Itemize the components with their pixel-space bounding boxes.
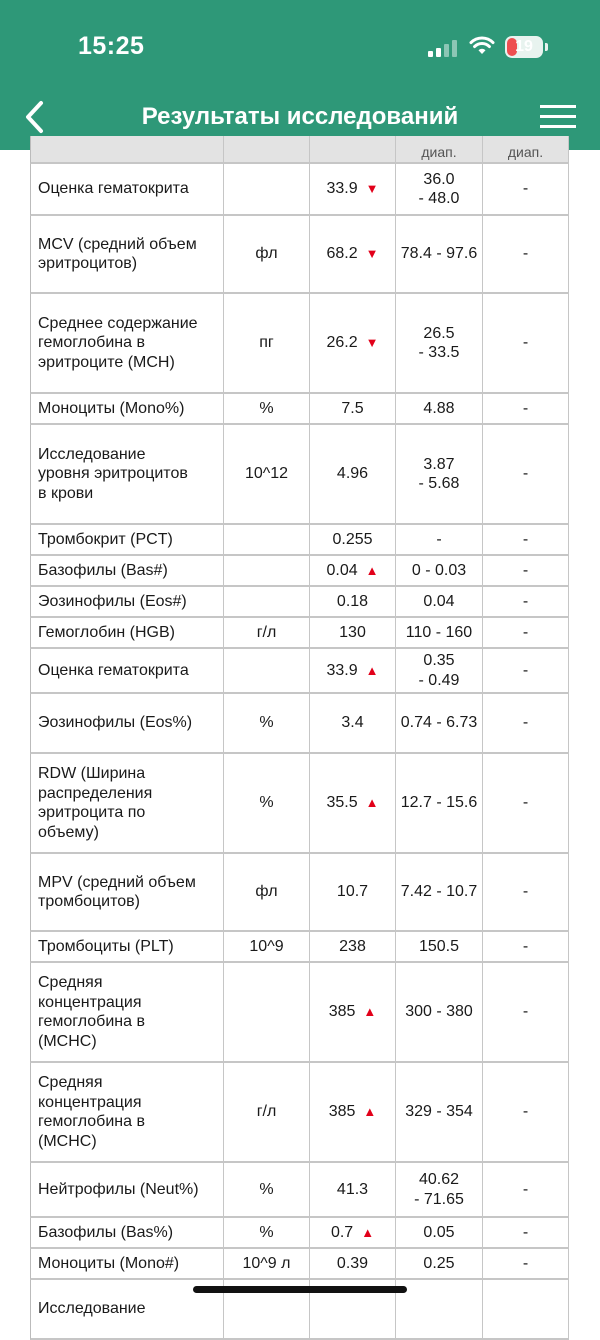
test-name-cell <box>31 932 224 961</box>
flag-up-icon: ▲ <box>363 1004 377 1020</box>
value-cell <box>310 932 396 961</box>
extra-range-cell-text: - <box>522 245 529 263</box>
test-name-cell <box>31 556 224 585</box>
test-name-cell <box>31 164 224 214</box>
test-name-cell <box>31 294 224 392</box>
flag-down-icon: ▼ <box>365 246 379 262</box>
extra-range-cell-text: - <box>522 623 529 641</box>
unit-cell <box>224 963 310 1061</box>
unit-cell-text: % <box>259 794 274 812</box>
extra-range-cell-text: - <box>522 1003 529 1021</box>
extra-range-cell <box>483 587 569 616</box>
extra-range-cell <box>483 1163 569 1216</box>
extra-range-cell-text: - <box>522 465 529 483</box>
unit-cell-text: фл <box>255 883 278 901</box>
value-cell <box>310 1163 396 1216</box>
value-cell-text: 0.255 <box>332 530 373 548</box>
test-name-cell-text: Исследование уровня эритроцитов в крови <box>38 445 188 502</box>
value-cell <box>310 294 396 392</box>
value-cell <box>310 556 396 585</box>
reference-range-cell <box>396 1280 483 1338</box>
table-row[interactable] <box>30 164 569 216</box>
test-name-cell <box>31 587 224 616</box>
value-cell <box>310 394 396 423</box>
flag-down-icon: ▼ <box>365 181 379 197</box>
flag-up-icon: ▲ <box>361 1224 375 1240</box>
value-cell <box>310 164 396 214</box>
value-cell <box>310 618 396 647</box>
extra-range-cell <box>483 932 569 961</box>
test-name-cell-text: Оценка гематокрита <box>38 661 189 679</box>
extra-range-cell <box>483 216 569 292</box>
extra-range-cell <box>483 694 569 752</box>
app-header <box>0 0 600 150</box>
unit-cell <box>224 618 310 647</box>
extra-range-cell-text: - <box>522 714 529 732</box>
test-name-cell-text: Оценка гематокрита <box>38 180 189 198</box>
unit-cell-text: фл <box>255 245 278 263</box>
unit-cell <box>224 1218 310 1247</box>
value-cell-text: 385 <box>328 1003 356 1021</box>
value-cell <box>310 854 396 930</box>
unit-cell <box>224 1249 310 1278</box>
value-cell-text: 33.9 <box>326 180 358 198</box>
reference-range-cell-text: 0 - 0.03 <box>411 561 467 579</box>
reference-range-cell-text: - <box>436 530 442 548</box>
reference-range-cell-text: 0.74 - 6.73 <box>400 714 478 732</box>
test-name-cell <box>31 425 224 523</box>
test-name-cell-text: Гемоглобин (HGB) <box>38 623 175 641</box>
reference-range-cell <box>396 963 483 1061</box>
unit-cell <box>224 216 310 292</box>
table-row[interactable] <box>30 216 569 294</box>
extra-range-cell <box>483 425 569 523</box>
reference-range-cell-text: 26.5 - 33.5 <box>418 324 460 361</box>
results-table <box>0 143 600 1318</box>
wifi-icon <box>469 36 495 56</box>
table-row[interactable] <box>30 556 569 587</box>
value-cell <box>310 754 396 852</box>
extra-range-cell-text: - <box>522 1254 529 1272</box>
table-row[interactable] <box>30 694 569 754</box>
value-cell <box>310 1063 396 1161</box>
battery-icon <box>505 36 543 58</box>
test-name-cell-text: MCV (средний объем эритроцитов) <box>38 235 197 272</box>
header-cell <box>310 136 396 162</box>
test-name-cell-text: Эозинофилы (Eos#) <box>38 592 187 610</box>
table-row[interactable] <box>30 294 569 394</box>
reference-range-cell <box>396 754 483 852</box>
test-name-cell-text: Базофилы (Bas#) <box>38 561 168 579</box>
unit-cell <box>224 394 310 423</box>
flag-up-icon: ▲ <box>365 662 379 678</box>
test-name-cell-text: RDW (Ширина распределения эритроцита по объему) <box>38 765 153 841</box>
reference-range-cell <box>396 932 483 961</box>
header-cell: диап. <box>396 136 483 162</box>
test-name-cell <box>31 1063 224 1161</box>
page-title: Результаты исследований <box>141 103 459 130</box>
reference-range-cell <box>396 649 483 692</box>
unit-cell-text: % <box>259 1223 274 1241</box>
reference-range-cell-text: 3.87 - 5.68 <box>418 455 460 492</box>
test-name-cell <box>31 1218 224 1247</box>
value-cell-text: 7.5 <box>341 399 364 417</box>
table-header-row <box>30 136 569 164</box>
unit-cell <box>224 1163 310 1216</box>
unit-cell <box>224 425 310 523</box>
reference-range-cell-text: 300 - 380 <box>405 1003 473 1021</box>
flag-down-icon: ▼ <box>365 335 379 351</box>
extra-range-cell-text: - <box>522 883 529 901</box>
extra-range-cell <box>483 1280 569 1338</box>
reference-range-cell <box>396 164 483 214</box>
value-cell <box>310 425 396 523</box>
unit-cell <box>224 587 310 616</box>
test-name-cell-text: Нейтрофилы (Neut%) <box>38 1180 199 1198</box>
reference-range-cell-text: 4.88 <box>423 399 455 417</box>
value-cell-text: 4.96 <box>336 465 369 483</box>
header-cell: диап. <box>483 136 569 162</box>
value-cell <box>310 1218 396 1247</box>
reference-range-cell <box>396 854 483 930</box>
reference-range-cell-text: 36.0 - 48.0 <box>418 170 460 207</box>
unit-cell <box>224 694 310 752</box>
extra-range-cell <box>483 1249 569 1278</box>
table-row[interactable] <box>30 618 569 649</box>
extra-range-cell-text: - <box>522 937 529 955</box>
test-name-cell <box>31 1163 224 1216</box>
value-cell <box>310 216 396 292</box>
test-name-cell <box>31 754 224 852</box>
table-row[interactable] <box>30 649 569 694</box>
reference-range-cell-text: 150.5 <box>418 937 460 955</box>
value-cell-text: 0.18 <box>336 592 369 610</box>
table-row[interactable] <box>30 754 569 854</box>
reference-range-cell <box>396 425 483 523</box>
test-name-cell-text: Средняя концентрация гемоглобина в (MCHC) <box>38 974 145 1050</box>
test-name-cell <box>31 525 224 554</box>
home-indicator <box>193 1286 407 1293</box>
unit-cell-text: пг <box>259 334 274 352</box>
test-name-cell <box>31 1249 224 1278</box>
value-cell-text: 26.2 <box>326 334 358 352</box>
test-name-cell-text: Тромбокрит (PCT) <box>38 530 173 548</box>
unit-cell-text: % <box>259 399 274 417</box>
unit-cell <box>224 649 310 692</box>
value-cell-text: 385 <box>328 1103 356 1121</box>
unit-cell-text: 10^12 <box>244 465 289 483</box>
reference-range-cell-text: 0.04 <box>423 592 455 610</box>
unit-cell <box>224 525 310 554</box>
test-name-cell-text: Базофилы (Bas%) <box>38 1223 174 1241</box>
reference-range-cell <box>396 394 483 423</box>
test-name-cell-text: Тромбоциты (PLT) <box>38 937 174 955</box>
value-cell-text: 33.9 <box>326 661 358 679</box>
extra-range-cell <box>483 1218 569 1247</box>
table-row[interactable] <box>30 1163 569 1218</box>
test-name-cell-text: Эозинофилы (Eos%) <box>38 714 193 732</box>
test-name-cell-text: MPV (средний объем тромбоцитов) <box>38 873 196 910</box>
table-row[interactable] <box>30 587 569 618</box>
test-name-cell-text: Моноциты (Mono%) <box>38 399 185 417</box>
extra-range-cell-text: - <box>522 561 529 579</box>
test-name-cell-text: Моноциты (Mono#) <box>38 1254 180 1272</box>
reference-range-cell <box>396 1218 483 1247</box>
value-cell <box>310 649 396 692</box>
value-cell-text: 35.5 <box>326 794 358 812</box>
battery-level: 19 <box>515 38 533 55</box>
extra-range-cell <box>483 1063 569 1161</box>
reference-range-cell-text: 0.05 <box>423 1223 455 1241</box>
reference-range-cell <box>396 618 483 647</box>
reference-range-cell <box>396 294 483 392</box>
test-name-cell-text: Средняя концентрация гемоглобина в (MCHC) <box>38 1074 145 1150</box>
extra-range-cell <box>483 394 569 423</box>
reference-range-cell-text: 110 - 160 <box>405 623 473 641</box>
table-row[interactable] <box>30 963 569 1063</box>
reference-range-cell-text: 78.4 - 97.6 <box>400 245 478 263</box>
value-cell-text: 130 <box>339 623 366 641</box>
reference-range-cell <box>396 216 483 292</box>
test-name-cell <box>31 694 224 752</box>
unit-cell-text: % <box>259 1180 274 1198</box>
extra-range-cell-text: - <box>522 592 529 610</box>
value-cell-text: 0.7 <box>330 1223 354 1241</box>
header-cell <box>31 136 224 162</box>
unit-cell-text: г/л <box>256 1103 277 1121</box>
unit-cell <box>224 556 310 585</box>
value-cell <box>310 1249 396 1278</box>
unit-cell <box>224 854 310 930</box>
table-row[interactable] <box>30 394 569 425</box>
value-cell-text: 68.2 <box>326 245 358 263</box>
extra-range-cell <box>483 525 569 554</box>
extra-range-cell-text: - <box>522 1103 529 1121</box>
test-name-cell-text: Среднее содержание гемоглобина в эритроците (MCH) <box>38 314 198 371</box>
extra-range-cell <box>483 754 569 852</box>
hamburger-menu-icon[interactable] <box>540 103 578 129</box>
reference-range-cell-text: 40.62 - 71.65 <box>414 1171 464 1208</box>
test-name-cell <box>31 618 224 647</box>
reference-range-cell-text: 12.7 - 15.6 <box>400 794 478 812</box>
status-time: 15:25 <box>78 32 145 60</box>
reference-range-cell-text: 7.42 - 10.7 <box>400 883 478 901</box>
value-cell <box>310 525 396 554</box>
extra-range-cell-text: - <box>522 1180 529 1198</box>
extra-range-cell <box>483 618 569 647</box>
extra-range-cell-text: - <box>522 794 529 812</box>
value-cell <box>310 587 396 616</box>
extra-range-cell-text: - <box>522 334 529 352</box>
unit-cell-text: г/л <box>256 623 277 641</box>
unit-cell <box>224 164 310 214</box>
table-row[interactable] <box>30 525 569 556</box>
test-name-cell <box>31 649 224 692</box>
extra-range-cell-text: - <box>522 661 529 679</box>
value-cell-text: 10.7 <box>336 883 369 901</box>
extra-range-cell-text: - <box>522 1223 529 1241</box>
table-row[interactable] <box>30 1063 569 1163</box>
reference-range-cell <box>396 587 483 616</box>
value-cell-text: 3.4 <box>341 714 364 732</box>
table-row[interactable] <box>30 854 569 932</box>
value-cell-text: 0.39 <box>336 1254 369 1272</box>
test-name-cell <box>31 854 224 930</box>
reference-range-cell <box>396 556 483 585</box>
unit-cell-text: 10^9 <box>249 937 284 955</box>
extra-range-cell <box>483 164 569 214</box>
test-name-cell <box>31 394 224 423</box>
extra-range-cell <box>483 963 569 1061</box>
header-cell <box>224 136 310 162</box>
extra-range-cell-text: - <box>522 530 529 548</box>
value-cell-text: 41.3 <box>336 1180 369 1198</box>
test-name-cell <box>31 216 224 292</box>
cellular-signal-icon <box>428 39 460 57</box>
table-row[interactable] <box>30 1249 569 1280</box>
reference-range-cell-text: 329 - 354 <box>405 1103 473 1121</box>
value-cell <box>310 963 396 1061</box>
table-row[interactable] <box>30 1218 569 1249</box>
reference-range-cell <box>396 1249 483 1278</box>
reference-range-cell <box>396 525 483 554</box>
reference-range-cell-text: 0.25 <box>423 1254 455 1272</box>
extra-range-cell <box>483 854 569 930</box>
value-cell <box>310 694 396 752</box>
unit-cell <box>224 932 310 961</box>
value-cell-text: 0.04 <box>326 561 358 579</box>
unit-cell <box>224 754 310 852</box>
unit-cell <box>224 1063 310 1161</box>
test-name-cell <box>31 963 224 1061</box>
reference-range-cell <box>396 694 483 752</box>
flag-up-icon: ▲ <box>363 1104 377 1120</box>
reference-range-cell <box>396 1063 483 1161</box>
table-row[interactable] <box>30 425 569 525</box>
value-cell-text: 238 <box>339 937 366 955</box>
extra-range-cell-text: - <box>522 180 529 198</box>
unit-cell-text: % <box>259 714 274 732</box>
unit-cell <box>224 294 310 392</box>
flag-up-icon: ▲ <box>365 562 379 578</box>
extra-range-cell <box>483 556 569 585</box>
reference-range-cell <box>396 1163 483 1216</box>
reference-range-cell-text: 0.35 - 0.49 <box>418 652 460 689</box>
extra-range-cell <box>483 294 569 392</box>
table-row[interactable] <box>30 932 569 963</box>
extra-range-cell <box>483 649 569 692</box>
extra-range-cell-text: - <box>522 399 529 417</box>
unit-cell-text: 10^9 л <box>242 1254 291 1272</box>
flag-up-icon: ▲ <box>365 795 379 811</box>
test-name-cell-text: Исследование <box>38 1300 146 1318</box>
